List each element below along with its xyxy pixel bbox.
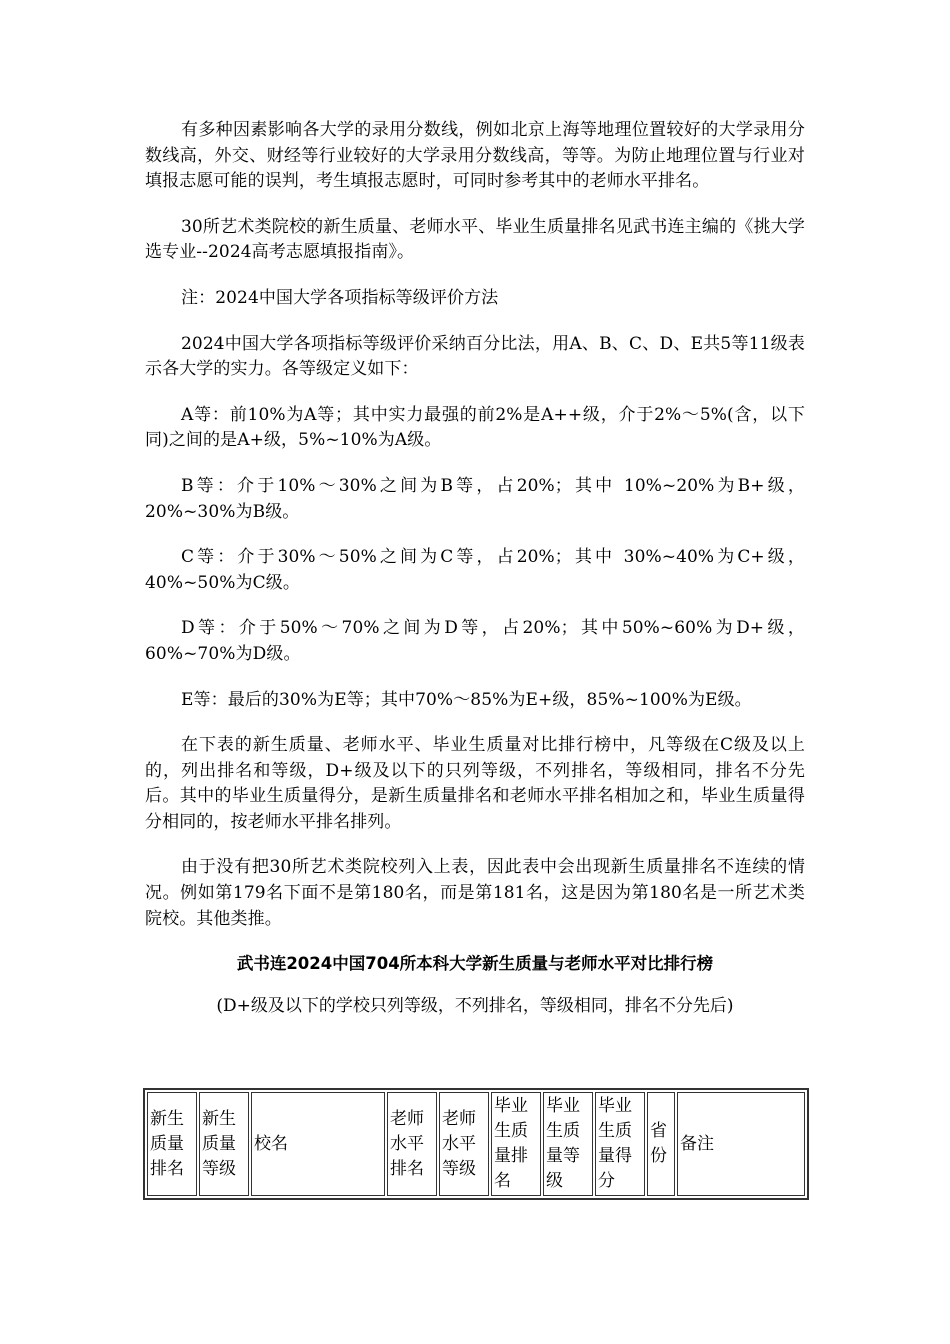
art-schools-paragraph: 30所艺术类院校的新生质量、老师水平、毕业生质量排名见武书连主编的《挑大学 选专业--2024高考志愿填报指南》。 [145, 216, 805, 263]
ranking-gap-paragraph: 由于没有把30所艺术类院校列入上表，因此表中会出现新生质量排名不连续的情况。例如第179名下面不是第180名，而是第181名，这是因为第180名是一所艺术类院校。其他类推。 [145, 857, 805, 929]
header-freshman-rank: 新生质量排名 [147, 1092, 197, 1196]
note-heading: 注：2024中国大学各项指标等级评价方法 [181, 287, 499, 308]
table-subtitle: (D+级及以下的学校只列等级，不列排名，等级相同，排名不分先后) [216, 996, 734, 1017]
header-teacher-rank: 老师水平排名 [387, 1092, 437, 1196]
header-graduate-grade: 毕业生质量等级 [543, 1092, 593, 1196]
intro-paragraph: 有多种因素影响各大学的录用分数线，例如北京上海等地理位置较好的大学录用分数线高，外交、财经等行业较好的大学录用分数线高，等等。为防止地理位置与行业对填报志愿可能的误判，考生填报志愿时，可同时参考其中的老师水平排名。 [145, 120, 805, 192]
ranking-table [143, 1088, 809, 1200]
grade-a-paragraph: A等：前10%为A等；其中实力最强的前2%是A++级，介于2%～5%(含，以下同)之间的是A+级，5%~10%为A级。 [145, 404, 805, 451]
header-graduate-score: 毕业生质量得分 [595, 1092, 645, 1196]
grade-e-paragraph: E等：最后的30%为E等；其中70%～85%为E+级，85%~100%为E级。 [181, 689, 752, 710]
header-school-name: 校名 [251, 1092, 385, 1196]
header-teacher-grade: 老师水平等级 [439, 1092, 489, 1196]
grade-b-paragraph: B等：介于10%～30%之间为B等，占20%；其中 10%~20%为B+级，20%~30%为B级。 [145, 475, 805, 522]
method-paragraph: 2024中国大学各项指标等级评价采纳百分比法，用A、B、C、D、E共5等11级表示各大学的实力。各等级定义如下： [145, 333, 805, 380]
grade-c-paragraph: C等：介于30%～50%之间为C等，占20%；其中 30%~40%为C+级，40%~50%为C级。 [145, 547, 805, 593]
header-remarks: 备注 [677, 1092, 805, 1196]
table-header-row [147, 1092, 805, 1196]
document-body [145, 118, 805, 1040]
header-graduate-rank: 毕业生质量排名 [491, 1092, 541, 1196]
header-province: 省份 [647, 1092, 675, 1196]
grade-d-paragraph: D等：介于50%～70%之间为D等，占20%；其中50%~60%为D+级，60%~70%为D级。 [145, 618, 805, 664]
header-freshman-grade: 新生质量等级 [199, 1092, 249, 1196]
table-title: 武书连2024中国704所本科大学新生质量与老师水平对比排行榜 [236, 954, 714, 974]
table-explanation-paragraph: 在下表的新生质量、老师水平、毕业生质量对比排行榜中，凡等级在C级及以上的，列出排名和等级，D+级及以下的只列等级，不列排名，等级相同，排名不分先后。其中的毕业生质量得分，是新生质量排名和老师水平排名相加之和，毕业生质量得分相同的，按老师水平排名排列。 [145, 735, 805, 832]
